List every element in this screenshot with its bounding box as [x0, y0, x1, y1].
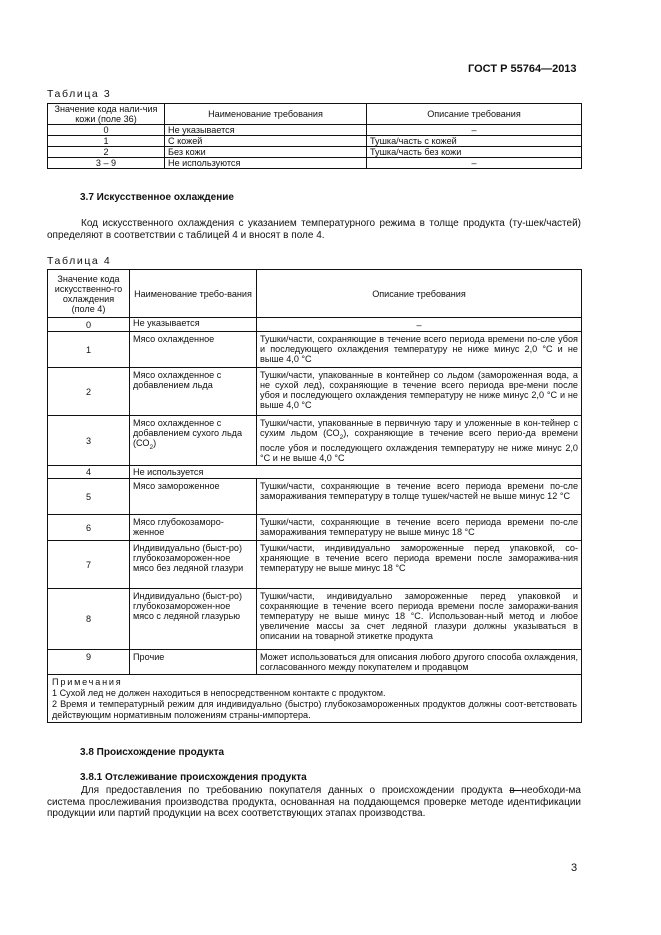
- cell-desc: Тушка/часть без кожи: [367, 147, 582, 158]
- table-row: [48, 650, 582, 675]
- table4-header-code: Значение кода искусственно-го охлаждения (поле 4): [48, 270, 130, 318]
- para-start: Для предоставления по требованию покупателя данных о происхождении продукта: [81, 785, 510, 796]
- cell-name: Не используется: [130, 466, 582, 479]
- table-row: [48, 466, 582, 479]
- section-3-7-paragraph: Код искусственного охлаждения с указанием температурного режима в толще продукта (ту-шек/частей) определяют в соответствии с таблицей 4 и вносят в поле 4.: [47, 218, 581, 241]
- cell-name: Без кожи: [165, 147, 367, 158]
- cell-name: Не указывается: [130, 318, 257, 332]
- table4: [47, 269, 582, 723]
- cell-name: Прочие: [130, 650, 257, 675]
- cell-name: Индивидуально (быст-ро) глубокозаморожен-ное мясо без ледяной глазури: [130, 541, 257, 589]
- cell-desc: Тушки/части, индивидуально замороженные перед упаковкой, со-храняющие в течение всего периода времени после заморажива-ния температуру не выше минус 18 °С: [257, 541, 582, 589]
- table-row: [48, 332, 582, 368]
- cell-name: С кожей: [165, 136, 367, 147]
- cell-code: 9: [48, 650, 130, 675]
- cell-name: Мясо глубокозаморо-женное: [130, 515, 257, 541]
- cell-name: Индивидуально (быст-ро) глубокозаморожен-ное мясо с ледяной глазурью: [130, 589, 257, 650]
- table3-header-code: Значение кода нали-чия кожи (поле 36): [48, 104, 165, 125]
- page-number: 3: [571, 862, 578, 874]
- table-row: [48, 368, 582, 416]
- cell-name: Мясо охлажденное с добавлением льда: [130, 368, 257, 416]
- section-3-8-1-title: 3.8.1 Отслеживание происхождения продукта: [80, 772, 307, 783]
- table-row: [48, 136, 582, 147]
- cell-desc: Тушки/части, сохраняющие в течение всего периода времени по-сле замораживания температуру в толще тушек/частей не выше минус 12 °С: [257, 479, 582, 515]
- cell-desc: Тушка/часть с кожей: [367, 136, 582, 147]
- section-3-8-title: 3.8 Происхождение продукта: [80, 747, 225, 758]
- table-row: [48, 479, 582, 515]
- section-3-8-1-paragraph: [47, 785, 581, 820]
- table-row: [48, 147, 582, 158]
- cell-name: Не указывается: [165, 125, 367, 136]
- cell-name: Не используются: [165, 158, 367, 169]
- table3: [47, 103, 582, 169]
- table4-header-name: Наименование требо-вания: [130, 270, 257, 318]
- cell-code: 2: [48, 147, 165, 158]
- note-1: 1 Сухой лед не должен находиться в непосредственном контакте с продуктом.: [52, 688, 386, 698]
- cell-name: Мясо охлажденное: [130, 332, 257, 368]
- table-row: [48, 318, 582, 332]
- table4-header-desc: Описание требования: [257, 270, 582, 318]
- table3-caption: Таблица 3: [47, 88, 112, 100]
- table-row: [48, 158, 582, 169]
- table4-caption: Таблица 4: [47, 255, 112, 267]
- cell-code: 3 – 9: [48, 158, 165, 169]
- para-end: необходи-ма система прослеживания производства продукта, основанная на поддающемся проверке методе идентификации продукции или партий продукции на всех соответствующих этапах производства.: [47, 785, 581, 819]
- note-2: 2 Время и температурный режим для индивидуально (быстро) глубокозамороженных продуктов должны соот-ветствовать действующим нормативным положениям страны-импортера.: [52, 699, 577, 720]
- cell-code: 3: [48, 416, 130, 466]
- cell-code: 1: [48, 332, 130, 368]
- cell-desc: Тушки/части, сохраняющие в течение всего периода времени по-сле убоя и последующего охлаждения температуру не ниже минус 2,0 °С и не выше 4,0 °С: [257, 332, 582, 368]
- table4-notes-row: [48, 675, 582, 723]
- struck-word: в: [509, 785, 522, 796]
- cell-desc: Тушки/части, индивидуально замороженные перед упаковкой и сохраняющие в течение всего периода времени после заморажи-вания температуру не выше минус 18 °С. Использован-ный метод и любое увеличение массы за счет ледяной глазури должны указываться в описании на товарной этикетке продукта: [257, 589, 582, 650]
- cell-code: 0: [48, 318, 130, 332]
- cell-desc: –: [367, 158, 582, 169]
- cell-code: 8: [48, 589, 130, 650]
- cell-code: 7: [48, 541, 130, 589]
- cell-desc: Тушки/части, упакованные в контейнер со льдом (замороженная вода, а не сухой лед), сохраняющие в течение всего периода вре-мени после убоя и последующего охлаждения температуру не ниже минус 2,0 °С и не выше 4,0 °С: [257, 368, 582, 416]
- table3-header-desc: Описание требования: [367, 104, 582, 125]
- table-row: [48, 515, 582, 541]
- notes-title: Примечания: [52, 677, 123, 687]
- cell-code: 4: [48, 466, 130, 479]
- cell-code: 0: [48, 125, 165, 136]
- cell-name: Мясо замороженное: [130, 479, 257, 515]
- table4-notes: [48, 675, 582, 723]
- table-row: [48, 125, 582, 136]
- table-row: [48, 416, 582, 466]
- cell-desc: –: [257, 318, 582, 332]
- cell-desc: Тушки/части, упакованные в первичную тару и уложенные в кон-тейнер с сухим льдом $(СО_2)$, сохраняющие в течение всего перио-да времени после убоя и последующего охлаждения температуру не ниже минус 2,0 °С и не выше 4,0 °С: [257, 416, 582, 466]
- cell-code: 1: [48, 136, 165, 147]
- standard-header: ГОСТ Р 55764—2013: [468, 63, 577, 75]
- cell-desc: –: [367, 125, 582, 136]
- section-3-7-title: 3.7 Искусственное охлаждение: [80, 192, 234, 203]
- table-row: [48, 541, 582, 589]
- table-row: [48, 589, 582, 650]
- table3-header-name: Наименование требования: [165, 104, 367, 125]
- cell-name: Мясо охлажденное с добавлением сухого льда $(СО_2)$: [130, 416, 257, 466]
- cell-desc: Может использоваться для описания любого другого способа охлаждения, согласованного между покупателем и продавцом: [257, 650, 582, 675]
- cell-code: 5: [48, 479, 130, 515]
- cell-code: 2: [48, 368, 130, 416]
- cell-code: 6: [48, 515, 130, 541]
- cell-desc: Тушки/части, сохраняющие в течение всего периода времени по-сле замораживания температуру не выше минус 18 °С: [257, 515, 582, 541]
